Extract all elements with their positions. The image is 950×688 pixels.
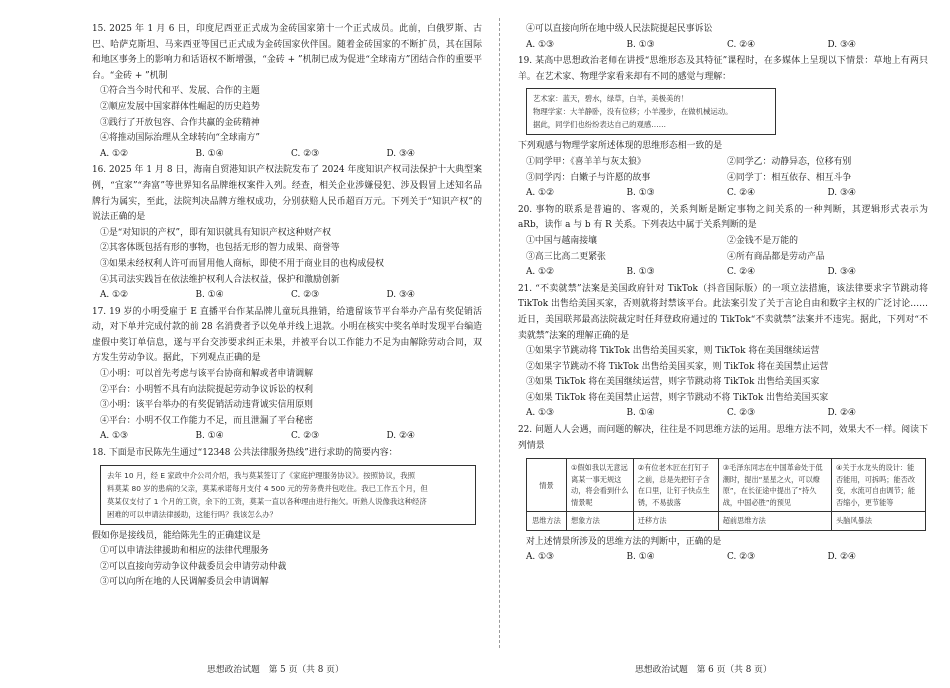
option-a[interactable]: A. ①③ <box>100 431 128 442</box>
question-stem: 16. 2025 年 1 月 8 日，海南自贸港知识产权法院发布了 2024 年度知识产权司法保护十大典型案例，“宜家”“奔富”等世界知名品牌维权案件入列。经查，相关企业涉嫌侵犯、涉及假冒上述知名品牌行为属实，至此，法院判决品牌方维权成功，分别获赔人民币超百万元。下列关于“知识产权”的说法正确的是 <box>92 165 482 223</box>
box-line: 困难的可以申请法律援助，这能行吗？我该怎么办？ <box>107 509 277 519</box>
statement: ①中国与越南接壤 <box>526 235 597 246</box>
box-line: 料莫某 80 岁的患病的父亲，莫某承诺每月支付 4 500 元的劳务费并包吃住。我已工作五个月，但 <box>107 483 428 493</box>
option-b[interactable]: B. ①④ <box>626 408 655 419</box>
statement-row <box>518 171 928 187</box>
table-row <box>527 459 926 512</box>
box-line: 艺术家：蓝天，碧水，绿草，白羊，美极美的！ <box>533 94 689 104</box>
statement: ③高三比高二更紧张 <box>526 251 606 262</box>
answer-options <box>518 186 928 202</box>
scenario-box <box>526 88 776 135</box>
answer-options <box>92 288 482 304</box>
statement: ①小明：可以首先考虑与该平台协商和解或者申请调解 <box>100 369 313 380</box>
answer-options <box>518 550 928 566</box>
option-b[interactable]: B. ①④ <box>195 290 224 301</box>
table-row-header: 情景 <box>527 459 567 512</box>
statement: ②金钱不是万能的 <box>727 235 798 246</box>
statement: ④其司法实践旨在依法维护权利人合法权益，保护和激励创新 <box>100 274 340 285</box>
question-15 <box>92 22 482 162</box>
table-cell: ①假如我以无意远离某一事无规这动，将会看到什么情景呢 <box>567 459 634 512</box>
question-20 <box>518 203 928 281</box>
question-prompt: 假如你是接线员，能给陈先生的正确建议是 <box>92 530 261 541</box>
question-22 <box>518 423 928 566</box>
option-b[interactable]: B. ①③ <box>626 188 655 199</box>
statement: ②可以直接向劳动争议仲裁委员会申请劳动仲裁 <box>100 561 287 572</box>
option-a[interactable]: A. ①③ <box>526 408 554 419</box>
statement: ③如果未经权利人许可而冒用他人商标，即使不用于商业目的也构成侵权 <box>100 258 384 269</box>
question-stem: 21. “不卖就禁”法案是美国政府针对 TikTok（抖音国际版）的一项立法措施，该法律要求字节跳动将 TikTok 出售给美国买家，否则就将封禁该平台。此法案引发了关于言论自由和数字主权的广泛讨论……近日，美国联邦最高法院裁定时任拜登政府通过的 TikTok“不卖就禁”法案并不违宪。据此，下列对“不卖就禁”法案的理解正确的是 <box>518 283 928 341</box>
table-cell: 想象方法 <box>567 512 634 531</box>
statement: ①同学甲：《喜羊羊与灰太狼》 <box>526 156 646 167</box>
statement: ③如果 TikTok 将在美国继续运营，则字节跳动将 TikTok 出售给美国买家 <box>526 377 820 388</box>
statement: ①如果字节跳动将 TikTok 出售给美国买家，则 TikTok 将在美国继续运营 <box>526 346 820 357</box>
table-cell: 迁移方法 <box>633 512 718 531</box>
option-c[interactable]: C. ②③ <box>727 408 756 419</box>
question-stem: 22. 问题人人会遇，而问题的解决，往往是不同思维方法的运用。思维方法不同，效果大不一样。阅读下列情景 <box>518 425 928 451</box>
question-stem: 19. 某高中思想政治老师在讲授“思维形态及其特征”课程时，在多媒体上呈现以下情景：草地上有两只羊。在艺术家、物理学家看来却有不同的感觉与理解： <box>518 56 928 82</box>
option-c[interactable]: C. ②④ <box>727 267 756 278</box>
question-21 <box>518 282 928 422</box>
statement: ③小明：该平台举办的有奖促销活动违背诚实信用原则 <box>100 400 313 411</box>
question-stem: 17. 19 岁的小明受雇于 E 直播平台作某品牌儿童玩具推销，给遗留该节平台举办产品有奖促销活动，对下单并完成付款的前 28 名消费者予以免单并线上退款。小明在核实中奖名单时发现平台编造虚假中奖订单信息，遂与平台交涉要求纠正未果，并被平台以工作能力不足为由解除劳动合同，双方发生劳动争议。据此，下列观点正确的是 <box>92 306 482 364</box>
option-a[interactable]: A. ①③ <box>526 39 554 50</box>
question-19 <box>518 54 928 202</box>
option-c[interactable]: C. ②③ <box>727 552 756 563</box>
table-cell: 头脑风暴法 <box>831 512 925 531</box>
statement: ②顺应发展中国家群体性崛起的历史趋势 <box>100 101 260 112</box>
statement: ①符合当今时代和平、发展、合作的主题 <box>100 86 260 97</box>
statement: ②其客体既包括有形的事物，也包括无形的智力成果、商誉等 <box>100 243 340 254</box>
option-c[interactable]: C. ②③ <box>291 290 320 301</box>
box-line: 据此，同学们也纷纷表达自己的观感…… <box>533 120 667 130</box>
table-row-header: 思维方法 <box>527 512 567 531</box>
page-footer-right: 思想政治试题 第 6 页（共 8 页） <box>635 665 772 675</box>
box-line: 去年 10 月，经 E 家政中介公司介绍，我与莫某签订了《家庭护理服务协议》。按照协议，我照 <box>107 470 416 480</box>
thinking-methods-table <box>526 458 926 531</box>
question-16 <box>92 163 482 303</box>
option-a[interactable]: A. ①② <box>100 290 128 301</box>
table-row <box>527 512 926 531</box>
answer-options <box>92 429 482 445</box>
question-stem: 20. 事物的联系是普遍的、客观的，关系判断是断定事物之间关系的一种判断，其逻辑形式表示为 aRb，读作 a 与 b 有 R 关系。下列表达中属于关系判断的是 <box>518 204 928 231</box>
statement: ②如果字节跳动不将 TikTok 出售给美国买家，则 TikTok 将在美国禁止运营 <box>526 361 829 372</box>
question-prompt: 下列观感与物理学家所述体现的思维形态相一致的是 <box>518 141 723 152</box>
statement: ③践行了开放包容、合作共赢的金砖精神 <box>100 117 260 128</box>
help-request-box <box>100 465 476 525</box>
answer-options <box>518 38 928 54</box>
statement: ④所有商品都是劳动产品 <box>727 251 825 262</box>
statement-row <box>518 250 928 266</box>
option-b[interactable]: B. ①④ <box>195 148 224 159</box>
statement: ①是“对知识的产权”，即有知识就具有知识产权这种财产权 <box>100 227 331 238</box>
statement: ④平台：小明不仅工作能力不足，而且泄漏了平台秘密 <box>100 415 313 426</box>
answer-options <box>518 265 928 281</box>
option-c[interactable]: C. ②③ <box>291 148 320 159</box>
table-cell: ③毛泽东同志在中国革命处于低潮时，提出“星星之火，可以燎原”，在长征途中提出了“持久战，中国必胜”的预见 <box>718 459 831 512</box>
statement: ④同学丁：相互依存、相互斗争 <box>727 172 852 183</box>
option-a[interactable]: A. ①③ <box>526 552 554 563</box>
option-d[interactable]: D. ③④ <box>386 148 415 159</box>
statement-row <box>518 155 928 171</box>
box-line: 莫某仅支付了 1 个月的工资，余下的工资，莫某一直以各种理由进行拖欠。听熟人说像我这种经济 <box>107 496 427 506</box>
page-divider <box>499 18 500 648</box>
option-b[interactable]: B. ①③ <box>626 39 655 50</box>
statement-row <box>518 234 928 250</box>
answer-options <box>92 147 482 163</box>
option-c[interactable]: C. ②④ <box>727 39 756 50</box>
option-b[interactable]: B. ①④ <box>626 552 655 563</box>
question-prompt: 对上述情景所涉及的思维方法的判断中，正确的是 <box>526 536 722 547</box>
page-footer-left: 思想政治试题 第 5 页（共 8 页） <box>207 665 344 675</box>
option-d[interactable]: D. ②④ <box>386 431 415 442</box>
option-b[interactable]: B. ①④ <box>195 431 224 442</box>
question-18-continued <box>518 22 928 53</box>
option-d[interactable]: D. ③④ <box>827 267 856 278</box>
statement: ①可以申请法律援助和相应的法律代理服务 <box>100 546 269 557</box>
left-page <box>92 22 482 592</box>
question-18 <box>92 446 482 591</box>
right-page <box>518 22 928 567</box>
question-stem: 15. 2025 年 1 月 6 日，印度尼西亚正式成为金砖国家第十一个正式成员。此前，白俄罗斯、古巴、哈萨克斯坦、马来西亚等国已正式成为金砖国家伙伴国。随着金砖国家的不断扩员，其在国际和地区事务上的影响力和话语权不断增强，“金砖 + ”机制已成为促进“全球南方”团结合作的重要平台。“金砖 + ”机制 <box>92 24 482 81</box>
option-b[interactable]: B. ①③ <box>626 267 655 278</box>
statement: ④如果 TikTok 将在美国禁止运营，则字节跳动不将 TikTok 出售给美国买家 <box>526 392 829 403</box>
statement: ④将推动国际治理从全球转向“全球南方” <box>100 133 260 144</box>
option-d[interactable]: D. ③④ <box>827 188 856 199</box>
option-c[interactable]: C. ②④ <box>727 188 756 199</box>
statement: ③可以向所在地的人民调解委员会申请调解 <box>100 577 269 588</box>
option-c[interactable]: C. ②③ <box>291 431 320 442</box>
statement: ④可以直接向所在地中级人民法院提起民事诉讼 <box>526 24 713 34</box>
box-line: 物理学家：大羊静卧，没有位移；小羊漫步，在做机械运动。 <box>533 107 733 117</box>
statement: ②平台：小明暂不具有向法院提起劳动争议诉讼的权利 <box>100 384 313 395</box>
option-d[interactable]: D. ②④ <box>827 552 856 563</box>
question-17 <box>92 305 482 445</box>
option-a[interactable]: A. ①② <box>526 188 554 199</box>
option-a[interactable]: A. ①② <box>100 148 128 159</box>
option-d[interactable]: D. ②④ <box>827 408 856 419</box>
option-a[interactable]: A. ①② <box>526 267 554 278</box>
option-d[interactable]: D. ③④ <box>827 39 856 50</box>
question-stem: 18. 下面是市民陈先生通过“12348 公共法律服务热线”进行求助的简要内容： <box>92 448 398 459</box>
table-cell: ②有位老木匠在打钉子之前，总是先把钉子含在口里，让钉子快点生锈，不易拔落 <box>633 459 718 512</box>
answer-options <box>518 406 928 422</box>
option-d[interactable]: D. ③④ <box>386 290 415 301</box>
table-cell: 超前思维方法 <box>718 512 831 531</box>
statement: ②同学乙：动静异态，位移有别 <box>727 156 852 167</box>
table-cell: ④关于水龙头的设计：能否能用，可拆吗；能否改变，水流可自由调节；能否缩小，更节能等 <box>831 459 925 512</box>
statement: ③同学丙：白嫩子与许愿的故事 <box>526 172 651 183</box>
